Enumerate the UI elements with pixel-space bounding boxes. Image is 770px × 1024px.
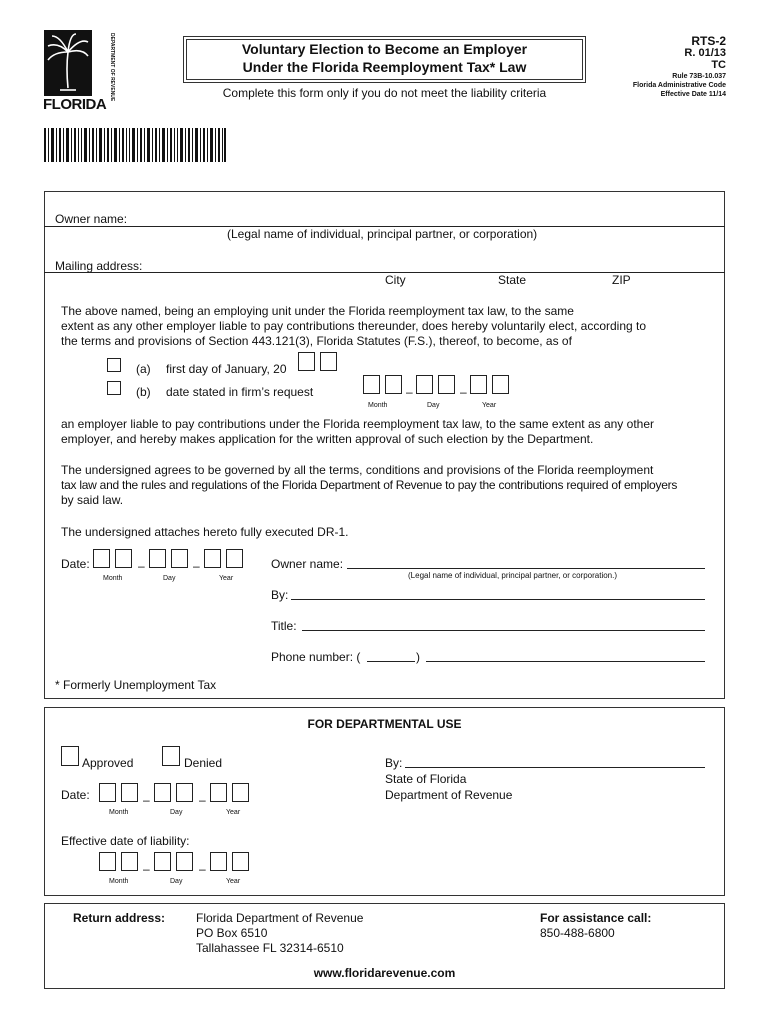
year-digit-1-a[interactable] (298, 352, 315, 371)
eff-day-box-1[interactable] (154, 852, 171, 871)
day-caption: Day (170, 809, 183, 816)
dash: – (460, 385, 467, 399)
para1-line1: The above named, being an employing unit under the Florida reemployment tax law, to the same (61, 304, 574, 318)
title-line-1: Voluntary Election to Become an Employer (241, 41, 528, 57)
form-revision: R. 01/13 (684, 47, 726, 59)
sig-month-box-2[interactable] (115, 549, 132, 568)
phone-area-code-field[interactable] (367, 661, 415, 662)
state-label: State (498, 273, 527, 287)
dash: – (199, 862, 206, 876)
dept-dept-text: Department of Revenue (385, 788, 513, 802)
day-caption: Day (427, 402, 440, 409)
return-address-label: Return address: (73, 911, 166, 925)
owner-name-label: Owner name: (55, 212, 128, 226)
dash: – (138, 559, 145, 573)
rule-text: Rule 73B-10.037 (672, 73, 726, 80)
city-label: City (385, 273, 406, 287)
owner-name-2-hint: (Legal name of individual, principal partner, or corporation.) (408, 571, 618, 580)
dash: – (406, 385, 413, 399)
year-caption: Year (226, 809, 241, 816)
dept-by-label: By: (385, 756, 403, 770)
year-caption: Year (219, 575, 234, 582)
dept-year-box-2[interactable] (232, 783, 249, 802)
dept-month-box-2[interactable] (121, 783, 138, 802)
eff-month-box-2[interactable] (121, 852, 138, 871)
approved-label: Approved (82, 756, 134, 770)
month-caption: Month (368, 402, 388, 409)
dept-state-text: State of Florida (385, 772, 467, 786)
phone-number-field[interactable] (426, 661, 705, 662)
dash: – (143, 862, 150, 876)
title-line-2: Under the Florida Reemployment Tax* Law (242, 59, 527, 75)
option-b-letter: (b) (136, 385, 151, 399)
website-link[interactable]: www.floridarevenue.com (313, 966, 456, 980)
footnote: * Formerly Unemployment Tax (55, 678, 217, 692)
effective-text: Effective Date 11/14 (660, 91, 726, 98)
barcode (44, 128, 226, 162)
admin-code-text: Florida Administrative Code (632, 82, 726, 89)
dept-date-label: Date: (61, 788, 90, 802)
effective-date-label: Effective date of liability: (61, 834, 190, 848)
by-field[interactable] (291, 599, 705, 600)
owner-name-hint: (Legal name of individual, principal partner, or corporation) (227, 227, 538, 241)
month-caption: Month (109, 809, 129, 816)
phone-close-paren: ) (416, 650, 420, 664)
dept-heading: FOR DEPARTMENTAL USE (307, 717, 462, 731)
para2-line1: an employer liable to pay contributions under the Florida reemployment tax law, to the same extent as any other (61, 417, 654, 431)
option-a-letter: (a) (136, 362, 151, 376)
zip-label: ZIP (612, 273, 631, 287)
dash: – (193, 559, 200, 573)
year-digit-2-a[interactable] (320, 352, 337, 371)
return-address-line3: Tallahassee FL 32314-6510 (196, 941, 344, 955)
day-caption: Day (163, 575, 176, 582)
option-a-checkbox[interactable] (107, 358, 121, 372)
para3-line2: tax law and the rules and regulations of the Florida Department of Revenue to pay the contributions required of employers (61, 478, 678, 492)
by-label: By: (271, 588, 289, 602)
form-tc: TC (711, 59, 726, 71)
title-field-label: Title: (271, 619, 297, 633)
dept-month-box-1[interactable] (99, 783, 116, 802)
denied-label: Denied (184, 756, 223, 770)
logo-side-text: DEPARTMENT OF REVENUE (109, 33, 115, 102)
para1-line2: extent as any other employer liable to pay contributions thereunder, does hereby voluntarily elect, according to (61, 319, 647, 333)
year-box-2-b[interactable] (492, 375, 509, 394)
year-caption: Year (226, 878, 241, 885)
month-box-1-b[interactable] (363, 375, 380, 394)
sig-year-box-1[interactable] (204, 549, 221, 568)
year-caption: Year (482, 402, 497, 409)
year-box-1-b[interactable] (470, 375, 487, 394)
month-caption: Month (103, 575, 123, 582)
sig-month-box-1[interactable] (93, 549, 110, 568)
day-box-2-b[interactable] (438, 375, 455, 394)
assistance-phone: 850-488-6800 (540, 926, 615, 940)
subtitle: Complete this form only if you do not meet the liability criteria (222, 86, 547, 100)
florida-dor-logo (40, 28, 115, 116)
day-caption: Day (170, 878, 183, 885)
option-b-text: date stated in firm’s request (166, 385, 314, 399)
eff-month-box-1[interactable] (99, 852, 116, 871)
para2-line2: employer, and hereby makes application for the written approval of such election by the Department. (61, 432, 594, 446)
title-field[interactable] (302, 630, 705, 631)
mailing-address-label: Mailing address: (55, 259, 143, 273)
palm-tree-icon (40, 28, 106, 98)
day-box-1-b[interactable] (416, 375, 433, 394)
dept-day-box-2[interactable] (176, 783, 193, 802)
para3-line1: The undersigned agrees to be governed by all the terms, conditions and provisions of the Florida reemployment (61, 463, 654, 477)
para1-line3: the terms and provisions of Section 443.121(3), Florida Statutes (F.S.), thereof, to become, as of (61, 334, 572, 348)
return-address-line2: PO Box 6510 (196, 926, 268, 940)
dept-year-box-1[interactable] (210, 783, 227, 802)
sig-year-box-2[interactable] (226, 549, 243, 568)
approved-checkbox[interactable] (61, 746, 79, 766)
month-box-2-b[interactable] (385, 375, 402, 394)
phone-label: Phone number: ( (271, 650, 361, 664)
dash: – (143, 793, 150, 807)
owner-name-2-field[interactable] (347, 568, 705, 569)
date-label: Date: (61, 557, 90, 571)
sig-day-box-2[interactable] (171, 549, 188, 568)
eff-day-box-2[interactable] (176, 852, 193, 871)
dept-by-field[interactable] (405, 767, 705, 768)
logo-word: FLORIDA (43, 96, 107, 113)
para3-line3: by said law. (61, 493, 124, 507)
denied-checkbox[interactable] (162, 746, 180, 766)
eff-year-box-2[interactable] (232, 852, 249, 871)
return-address-line1: Florida Department of Revenue (196, 911, 364, 925)
eff-year-box-1[interactable] (210, 852, 227, 871)
assistance-label: For assistance call: (540, 911, 652, 925)
dash: – (199, 793, 206, 807)
month-caption: Month (109, 878, 129, 885)
sig-day-box-1[interactable] (149, 549, 166, 568)
form-number: RTS-2 (691, 34, 726, 48)
option-b-checkbox[interactable] (107, 381, 121, 395)
option-a-text: first day of January, 20 (166, 362, 287, 376)
para4: The undersigned attaches hereto fully executed DR-1. (61, 525, 349, 539)
dept-day-box-1[interactable] (154, 783, 171, 802)
owner-name-2-label: Owner name: (271, 557, 344, 571)
